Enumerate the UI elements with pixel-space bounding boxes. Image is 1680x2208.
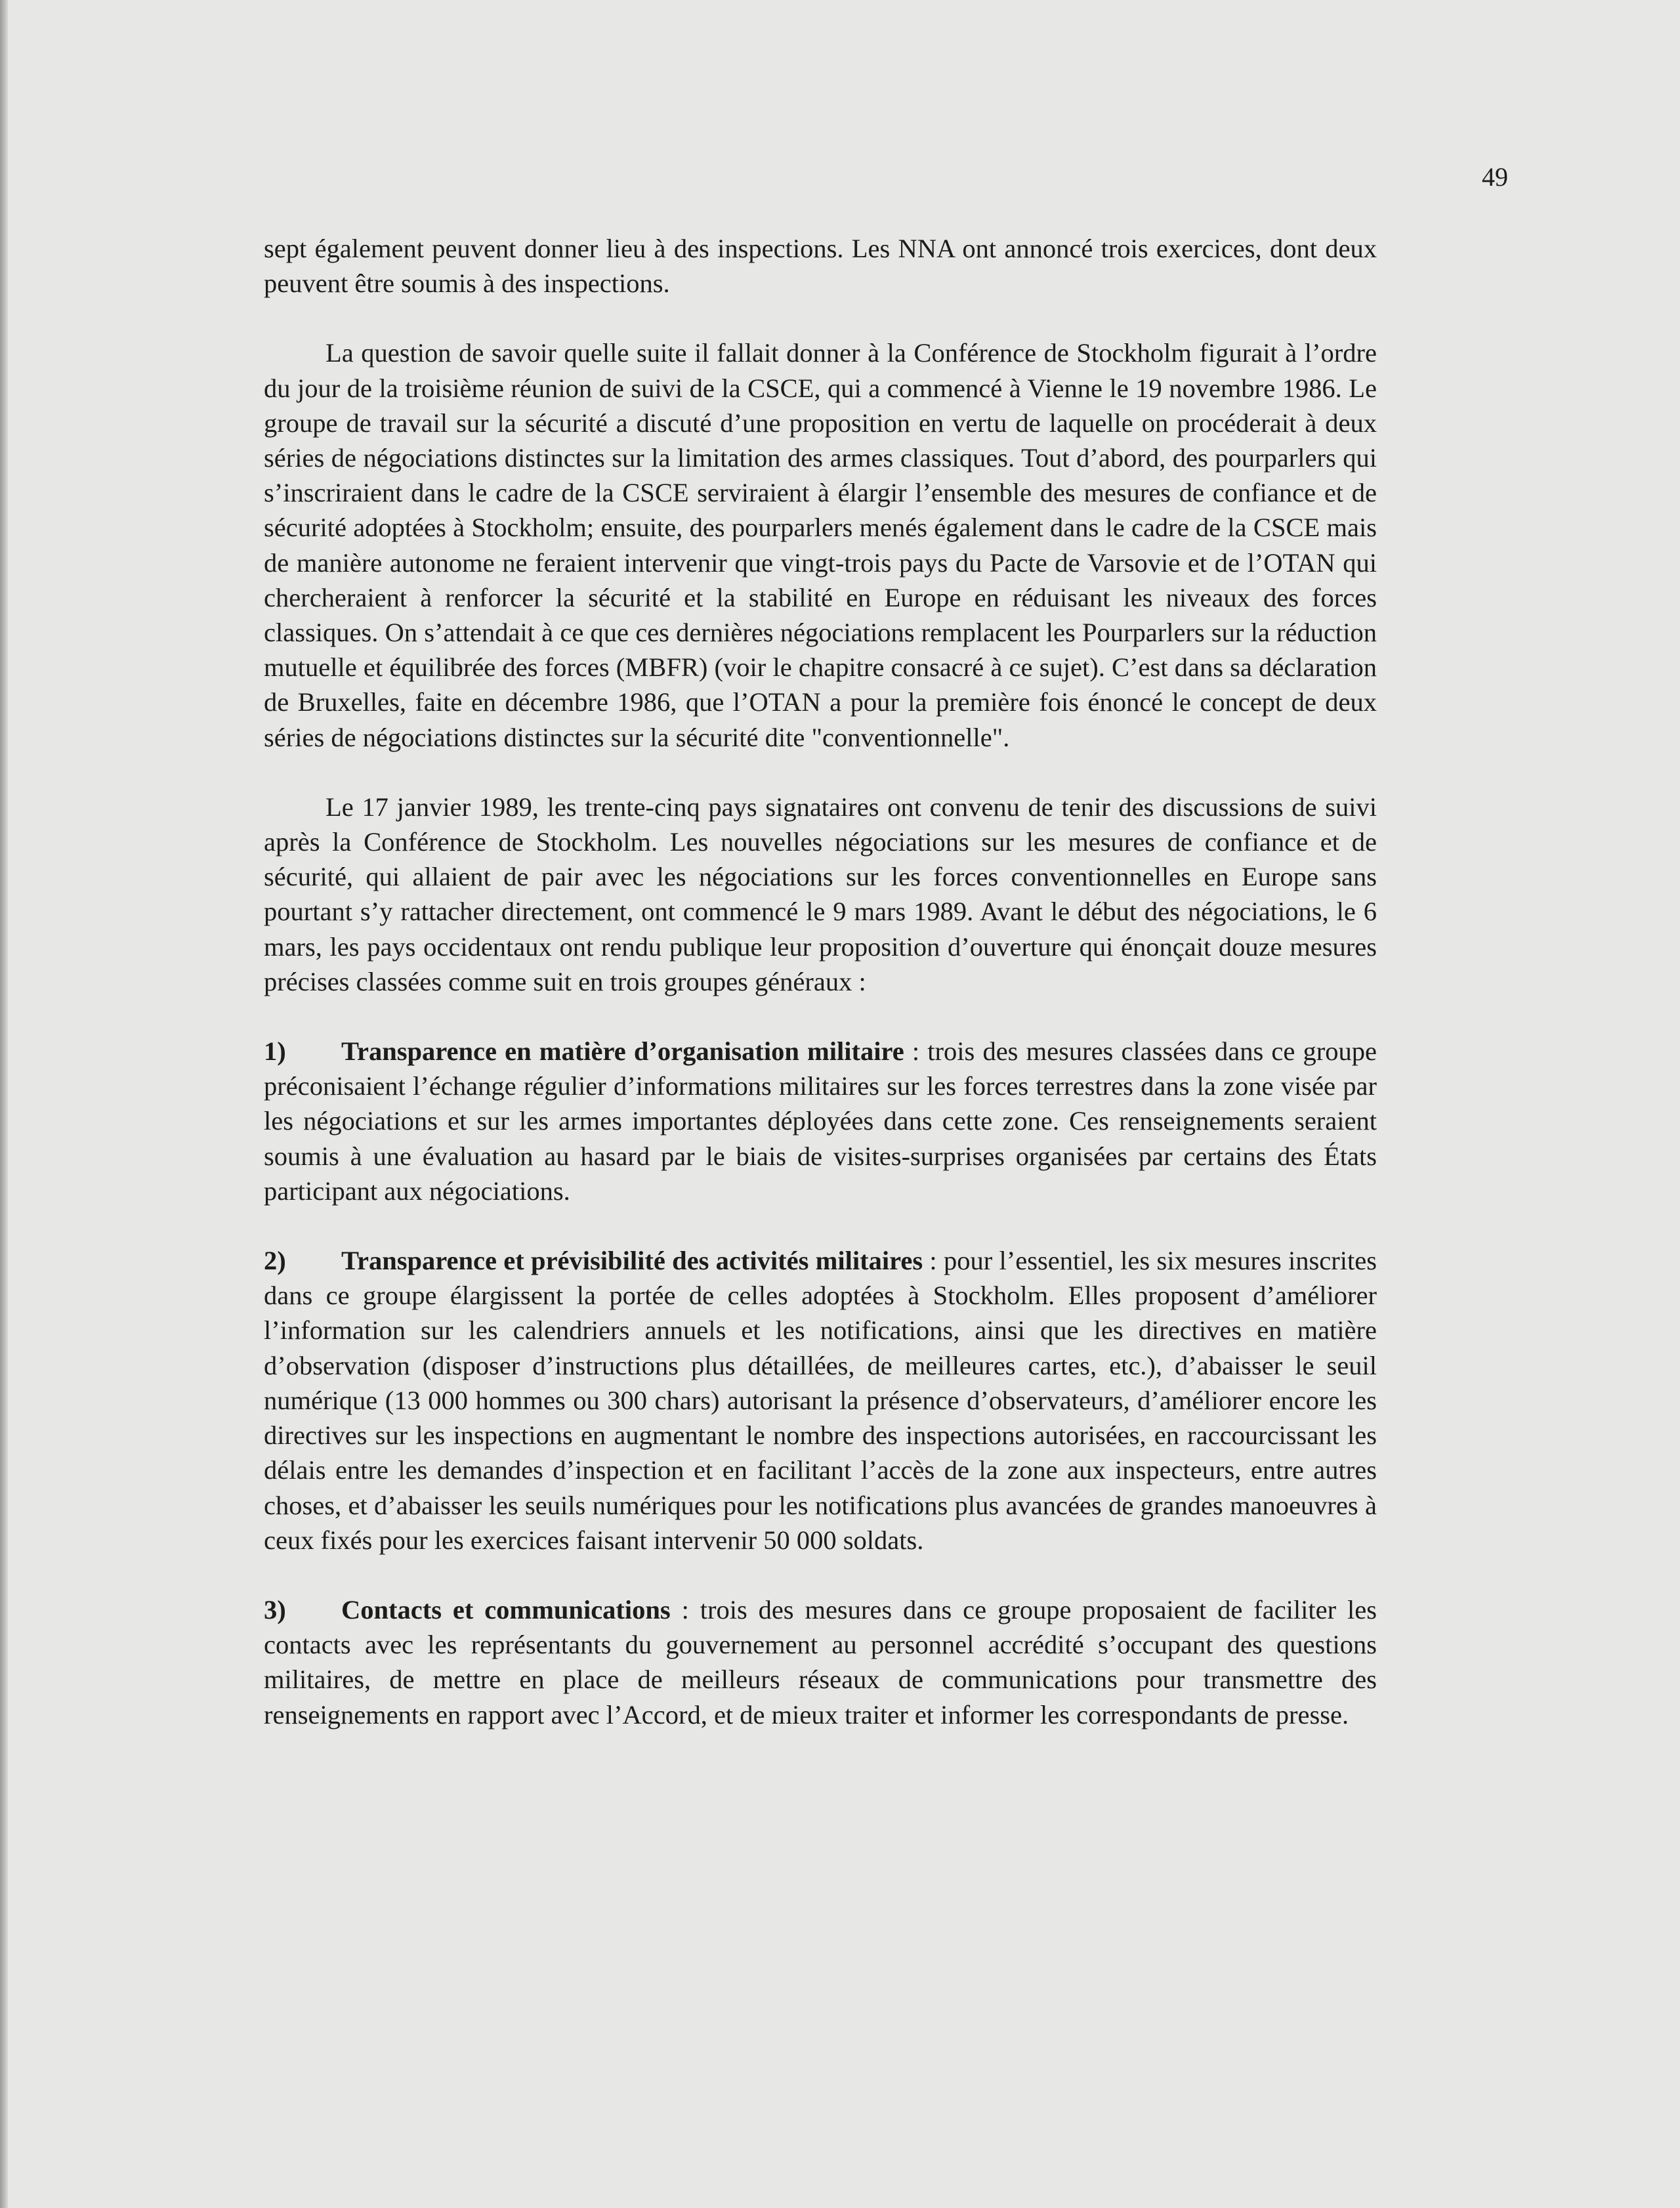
list-item-text: : trois des mesures dans ce groupe proposaient de faciliter les contacts avec les représentants du gouvernement au personnel accrédité s’occupant des questions militaires, de mettre en place de meilleurs réseaux de communications pour transmettre des renseignements en rapport avec l’Accord, et de mieux traiter et informer les correspondants de presse. (264, 1594, 1377, 1730)
list-item-heading: Contacts et communications (341, 1594, 671, 1624)
list-item-1 (264, 1034, 1377, 1208)
list-item-2 (264, 1243, 1377, 1558)
list-item-heading: Transparence et prévisibilité des activités militaires (341, 1246, 923, 1276)
paragraph-stockholm-followup: La question de savoir quelle suite il fallait donner à la Conférence de Stockholm figurait à l’ordre du jour de la troisième réunion de suivi de la CSCE, qui a commencé à Vienne le 19 novembre 1986. Le groupe de travail sur la sécurité a discuté d’une proposition en vertu de laquelle on procéderait à deux séries de négociations distinctes sur la limitation des armes classiques. Tout d’abord, des pourparlers qui s’inscriraient dans le cadre de la CSCE serviraient à élargir l’ensemble des mesures de confiance et de sécurité adoptées à Stockholm; ensuite, des pourparlers menés également dans le cadre de la CSCE mais de manière autonome ne feraient intervenir que vingt-trois pays du Pacte de Varsovie et de l’OTAN qui chercheraient à renforcer la sécurité et la stabilité en Europe en réduisant les niveaux des forces classiques. On s’attendait à ce que ces dernières négociations remplacent les Pourparlers sur la réduction mutuelle et équilibrée des forces (MBFR) (voir le chapitre consacré à ce sujet). C’est dans sa déclaration de Bruxelles, faite en décembre 1986, que l’OTAN a pour la première fois énoncé le concept de deux séries de négociations distinctes sur la sécurité dite "conventionnelle". (264, 338, 1377, 752)
paragraph-continuation: sept également peuvent donner lieu à des inspections. Les NNA ont annoncé trois exercices, dont deux peuvent être soumis à des inspections. (264, 234, 1377, 299)
paragraph-negotiations-1989: Le 17 janvier 1989, les trente-cinq pays signataires ont convenu de tenir des discussions de suivi après la Conférence de Stockholm. Les nouvelles négociations sur les mesures de confiance et de sécurité, qui allaient de pair avec les négociations sur les forces conventionnelles en Europe sans pourtant s’y rattacher directement, ont commencé le 9 mars 1989. Avant le début des négociations, le 6 mars, les pays occidentaux ont rendu publique leur proposition d’ouverture qui énonçait douze mesures précises classées comme suit en trois groupes généraux : (264, 792, 1377, 996)
list-item-number: 1) (264, 1036, 286, 1067)
list-item-text: : trois des mesures classées dans ce groupe préconisaient l’échange régulier d’informations militaires sur les forces terrestres dans la zone visée par les négociations et sur les armes importantes déployées dans cette zone. Ces renseignements seraient soumis à une évaluation au hasard par le biais de visites-surprises organisées par certains des États participant aux négociations. (264, 1036, 1377, 1206)
list-item-text: : pour l’essentiel, les six mesures inscrites dans ce groupe élargissent la portée de celles adoptées à Stockholm. Elles proposent d’améliorer l’information sur les calendriers annuels et les notifications, ainsi que les directives en matière d’observation (disposer d’instructions plus détaillées, de meilleures cartes, etc.), d’abaisser le seuil numérique (13 000 hommes ou 300 chars) autorisant la présence d’observateurs, d’améliorer encore les directives sur les inspections en augmentant le nombre des inspections autorisées, en raccourcissant les délais entre les demandes d’inspection et en facilitant l’accès de la zone aux inspecteurs, entre autres choses, et d’abaisser les seuils numériques pour les notifications plus avancées de grandes manoeuvres à ceux fixés pour les exercices faisant intervenir 50 000 soldats. (264, 1246, 1377, 1555)
page-left-edge (0, 0, 8, 2208)
body-text (264, 231, 1377, 1767)
list-item-number: 3) (264, 1594, 286, 1624)
page-number: 49 (1482, 162, 1508, 192)
list-item-number: 2) (264, 1246, 286, 1276)
list-item-3 (264, 1592, 1377, 1732)
list-item-heading: Transparence en matière d’organisation militaire (341, 1036, 904, 1067)
